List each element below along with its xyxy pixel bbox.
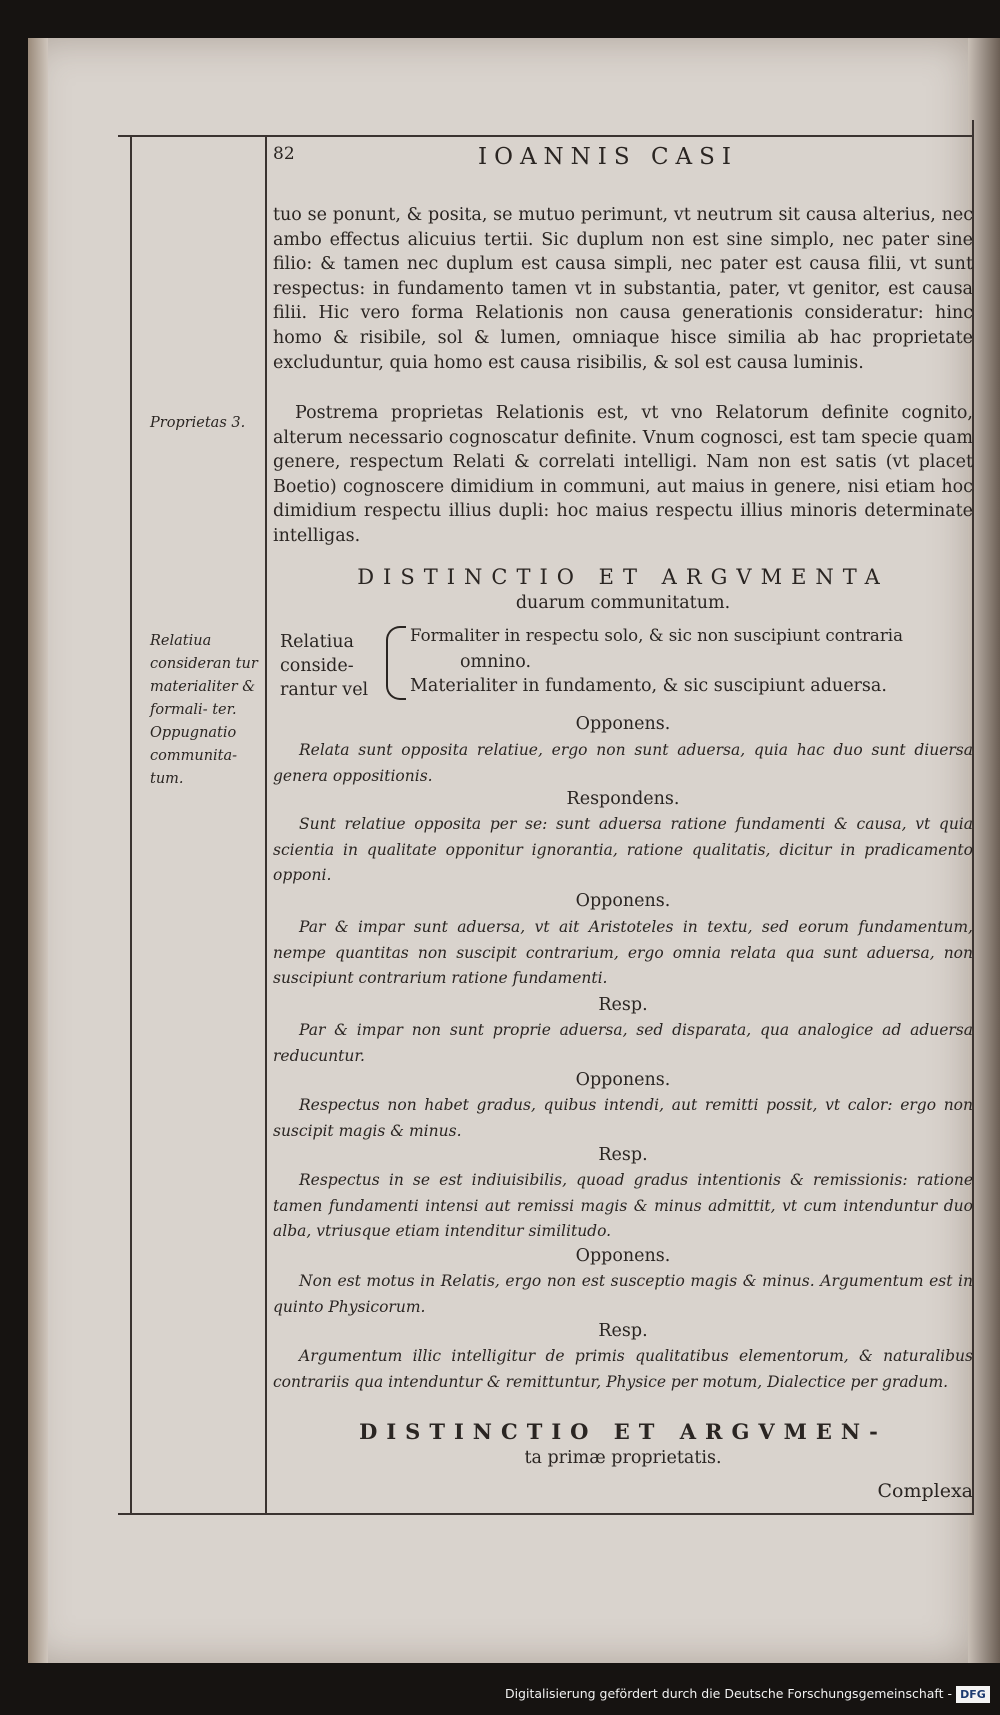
section-heading-1: DISTINCTIO ET ARGVMENTA [357, 565, 889, 589]
section-subheading-1: duarum communitatum. [515, 593, 731, 613]
dialogue-text: Argumentum illic intelligitur de primis qualitatibus elementorum, & naturalibus contrariis qua intenduntur & remittuntur, Physice per motum, Dialectice per gradum. [273, 1347, 973, 1391]
column-rule [265, 135, 267, 1515]
paragraph-1: tuo se ponunt, & posita, se mutuo perimunt, vt neutrum sit causa alterius, nec ambo effectus alicuius tertii. Sic duplum non est sine simplo, nec pater sine filio: & tamen nec duplum est causa simpli, nec pater est causa filii, vt sunt respectus: in fundamento tamen vt in substantia, pater, vt genitor, est causa filii. Hic vero forma Relationis non causa generationis consideratur: hinc homo & risibile, sol & lumen, omniaque hisce similia ab hac proprietate excluduntur, quia homo est causa risibilis, & sol est causa luminis. [273, 205, 973, 373]
running-title: IOANNIS CASI [478, 144, 739, 170]
page-number: 82 [273, 144, 295, 164]
dialogue-text: Par & impar non sunt proprie aduersa, sed disparata, qua analogice ad aduersa reducuntur. [273, 1021, 973, 1065]
speaker-resp: Resp. [598, 1321, 648, 1341]
distinction-left-1: Relatiua [280, 632, 354, 652]
speaker-resp: Resp. [598, 995, 648, 1015]
section-subheading-2: ta primæ proprietatis. [524, 1448, 722, 1468]
dfg-logo: DFG [956, 1686, 990, 1703]
distinction-right-3: Materialiter in fundamento, & sic suscipiunt aduersa. [410, 676, 887, 696]
distinction-right-1: Formaliter in respectu solo, & sic non suscipiunt contraria [410, 626, 903, 645]
dialogue-text: Relata sunt opposita relatiue, ergo non sunt aduersa, quia hac duo sunt diuersa genera oppositionis. [273, 741, 973, 785]
margin-note-proprietas: Proprietas 3. [150, 415, 246, 431]
section-heading-2: DISTINCTIO ET ARGVMEN- [359, 1419, 887, 1444]
speaker-opponens: Opponens. [575, 1246, 671, 1266]
speaker-respondens: Respondens. [566, 789, 680, 809]
digitization-credit [0, 1686, 1000, 1708]
dialogue-text: Sunt relatiue opposita per se: sunt aduersa ratione fundamenti & causa, vt quia scientia in qualitate opponitur ignorantia, ratione qualitatis, dicitur in pradicamento opponi. [273, 815, 973, 884]
speaker-opponens: Opponens. [575, 1070, 671, 1090]
credit-text: Digitalisierung gefördert durch die Deutsche Forschungsgemeinschaft - [504, 1686, 952, 1701]
page-gutter [28, 38, 48, 1663]
bottom-rule [118, 1513, 974, 1515]
catchword: Complexa [877, 1480, 973, 1502]
speaker-resp: Resp. [598, 1145, 648, 1165]
distinction-brace [386, 626, 406, 700]
distinction-left-2: conside- [280, 656, 354, 676]
dialogue-text: Respectus non habet gradus, quibus intendi, aut remitti possit, vt calor: ergo non suscipit magis & minus. [273, 1096, 973, 1140]
running-header [273, 144, 973, 174]
speaker-opponens: Opponens. [575, 891, 671, 911]
dialogue-text: Par & impar sunt aduersa, vt ait Aristoteles in textu, sed eorum fundamentum, nempe quantitas non suscipit contrarium, ergo omnia relata qua sunt aduersa, non suscipiunt contrarium ratione fundamenti. [273, 918, 973, 987]
margin-note-relatiua: Relatiua consideran tur materialiter & formali- ter. Oppugnatio communita- tum. [150, 633, 258, 787]
distinction-right-2: omnino. [460, 652, 532, 672]
speaker-opponens: Opponens. [575, 714, 671, 734]
dialogue-text: Non est motus in Relatis, ergo non est susceptio magis & minus. Argumentum est in quinto Physicorum. [273, 1272, 973, 1316]
dialogue-text: Respectus in se est indiuisibilis, quoad gradus intentionis & remissionis: ratione tamen fundamenti intensi aut remissi magis & minus admittit, vt cum intenduntur duo alba, vtriusque etiam intenditur similitudo. [273, 1171, 973, 1240]
left-margin-rule [130, 135, 132, 1515]
distinction-left-3: rantur vel [280, 680, 369, 700]
top-rule [118, 135, 974, 137]
paragraph-2: Postrema proprietas Relationis est, vt vno Relatorum definite cognito, alterum necessario cognoscatur definite. Vnum cognosci, est tam specie quam genere, respectum Relati & correlati intelligi. Nam non est satis (vt placet Boetio) cognoscere dimidium in communi, aut maius in genere, nisi etiam hoc dimidium respectu illius dupli: hoc maius respectu illius minoris determinate intelligas. [273, 403, 973, 546]
